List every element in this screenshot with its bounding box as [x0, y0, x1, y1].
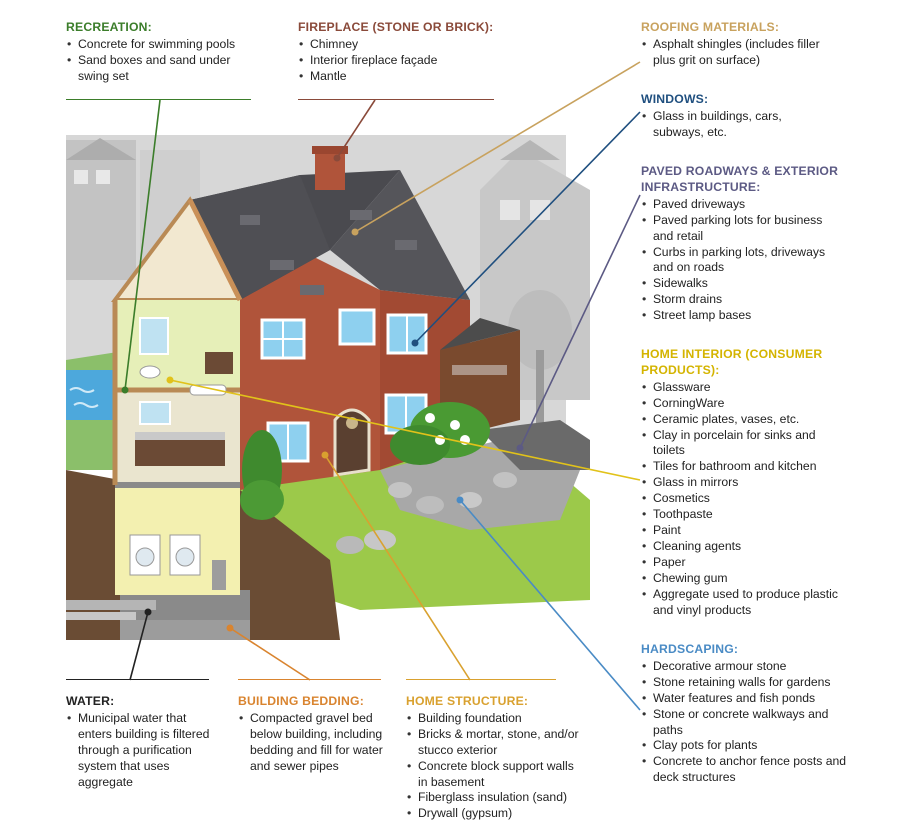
list-item: • Clay in porcelain for sinks and toilets — [641, 428, 841, 460]
list-item: • Chimney — [298, 37, 508, 53]
item-list — [298, 37, 508, 85]
list-item: • Sidewalks — [641, 276, 841, 292]
section-title: BUILDING BEDDING: — [238, 694, 364, 708]
section-title: ROOFING MATERIALS: — [641, 20, 780, 34]
section-building-bedding — [238, 694, 388, 775]
section-title: RECREATION: — [66, 20, 152, 34]
section-paved-roadways — [641, 164, 841, 324]
section-home-structure — [406, 694, 586, 822]
section-title: FIREPLACE (STONE OR BRICK): — [298, 20, 494, 34]
list-item: • Decorative armour stone — [641, 659, 861, 675]
section-home-interior — [641, 347, 841, 618]
list-item: • Paper — [641, 555, 841, 571]
list-item: • Drywall (gypsum) — [406, 806, 586, 822]
divider — [238, 679, 381, 680]
list-item: • Toothpaste — [641, 507, 841, 523]
section-title: WATER: — [66, 694, 115, 708]
item-list — [66, 37, 256, 85]
list-item: • Cleaning agents — [641, 539, 841, 555]
list-item: • Glass in mirrors — [641, 475, 841, 491]
section-hardscaping — [641, 642, 861, 786]
item-list — [641, 380, 841, 619]
list-item: • Chewing gum — [641, 571, 841, 587]
list-item: • Interior fireplace façade — [298, 53, 508, 69]
list-item: • Paint — [641, 523, 841, 539]
divider — [406, 679, 556, 680]
list-item: • Mantle — [298, 69, 508, 85]
list-item: • Street lamp bases — [641, 308, 841, 324]
list-item: • Glassware — [641, 380, 841, 396]
list-item: • Cosmetics — [641, 491, 841, 507]
item-list — [238, 711, 388, 775]
item-list — [66, 711, 216, 791]
item-list — [641, 659, 861, 786]
list-item: • Stone or concrete walkways and paths — [641, 707, 861, 739]
list-item: • Bricks & mortar, stone, and/or stucco exterior — [406, 727, 586, 759]
section-title: HOME INTERIOR (CONSUMER PRODUCTS): — [641, 347, 823, 377]
list-item: • Concrete for swimming pools — [66, 37, 256, 53]
section-roofing — [641, 20, 841, 69]
list-item: • Ceramic plates, vases, etc. — [641, 412, 841, 428]
list-item: • Concrete to anchor fence posts and deck structures — [641, 754, 861, 786]
list-item: • Curbs in parking lots, driveways and on roads — [641, 245, 841, 277]
list-item: • Asphalt shingles (includes filler plus grit on surface) — [641, 37, 841, 69]
item-list — [641, 37, 841, 69]
section-water — [66, 694, 216, 790]
list-item: • Clay pots for plants — [641, 738, 861, 754]
list-item: • Paved driveways — [641, 197, 841, 213]
list-item: • Concrete block support walls in basement — [406, 759, 586, 791]
section-title: HARDSCAPING: — [641, 642, 739, 656]
item-list — [641, 109, 831, 141]
list-item: • Storm drains — [641, 292, 841, 308]
section-title: HOME STRUCTURE: — [406, 694, 529, 708]
list-item: • Stone retaining walls for gardens — [641, 675, 861, 691]
section-title: PAVED ROADWAYS & EXTERIOR INFRASTRUCTURE: — [641, 164, 839, 194]
section-windows — [641, 92, 831, 141]
divider — [66, 99, 251, 100]
list-item: • Building foundation — [406, 711, 586, 727]
section-title: WINDOWS: — [641, 92, 709, 106]
item-list — [641, 197, 841, 324]
list-item: • Water features and fish ponds — [641, 691, 861, 707]
list-item: • Fiberglass insulation (sand) — [406, 790, 586, 806]
section-recreation — [66, 20, 256, 85]
list-item: • Sand boxes and sand under swing set — [66, 53, 256, 85]
list-item: • Aggregate used to produce plastic and vinyl products — [641, 587, 841, 619]
list-item: • Tiles for bathroom and kitchen — [641, 459, 841, 475]
item-list — [406, 711, 586, 822]
list-item: • Glass in buildings, cars, subways, etc. — [641, 109, 831, 141]
divider — [66, 679, 209, 680]
list-item: • CorningWare — [641, 396, 841, 412]
list-item: • Compacted gravel bed below building, including bedding and fill for water and sewer pipes — [238, 711, 388, 775]
list-item: • Paved parking lots for business and retail — [641, 213, 841, 245]
section-fireplace — [298, 20, 508, 85]
list-item: • Municipal water that enters building is filtered through a purification system that uses aggregate — [66, 711, 216, 791]
divider — [298, 99, 494, 100]
